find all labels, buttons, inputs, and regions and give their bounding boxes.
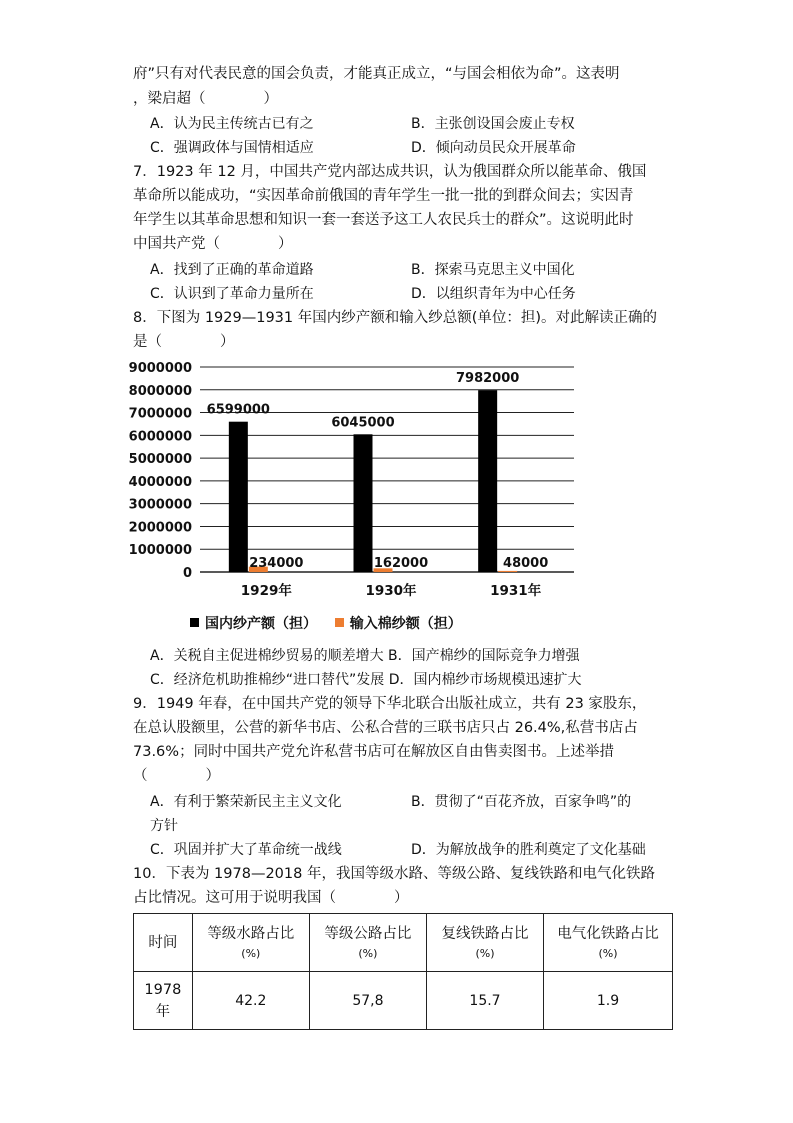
q7-option-c[interactable]: C．认识到了革命力量所在 [150, 286, 314, 302]
q10-stem-line-1: 10．下表为 1978—2018 年，我国等级水路、等级公路、复线铁路和电气化铁路 [133, 866, 655, 882]
q6-stem-line-2: ，梁启超（ ） [133, 91, 278, 107]
q8-stem-line-1: 8．下图为 1929—1931 年国内纱产额和输入纱总额(单位：担)。对此解读正确的 [133, 310, 658, 326]
q6-option-a[interactable]: A．认为民主传统古已有之 [150, 116, 314, 132]
y-tick-label: 7000000 [128, 406, 192, 422]
data-label: 6045000 [331, 415, 395, 431]
q6-option-c[interactable]: C．强调政体与国情相适应 [150, 140, 314, 156]
header-electric: 电气化铁路占比 (%) [544, 914, 673, 972]
y-tick-label: 2000000 [128, 520, 192, 536]
header-time: 时间 [134, 914, 193, 972]
cell-road: 57,8 [309, 972, 426, 1030]
legend-swatch-imported [335, 618, 344, 627]
q7-option-b[interactable]: B．探索马克思主义中国化 [411, 262, 575, 278]
legend-swatch-domestic [190, 618, 199, 627]
y-tick-label: 4000000 [128, 474, 192, 490]
q7-option-d[interactable]: D．以组织青年为中心任务 [411, 286, 576, 302]
chart-legend [190, 613, 462, 633]
x-tick-label: 1929年 [240, 583, 292, 599]
x-tick-label: 1931年 [490, 583, 542, 599]
y-tick-label: 3000000 [128, 497, 192, 513]
q7-stem-line-2: 革命所以能成功，“实因革命前俄国的青年学生一批一批的到群众间去；实因青 [133, 188, 634, 204]
cell-year: 1978 年 [134, 972, 193, 1030]
q9-option-c[interactable]: C．巩固并扩大了革命统一战线 [150, 842, 342, 858]
data-label: 234000 [249, 556, 304, 571]
q9-option-a[interactable]: A．有利于繁荣新民主主义文化 [150, 794, 342, 810]
x-tick-label: 1930年 [365, 583, 417, 599]
q7-stem-line-3: 年学生以其革命思想和知识一套一套送予这工人农民兵士的群众”。这说明此时 [133, 212, 634, 228]
data-label: 162000 [373, 556, 429, 571]
y-tick-label: 8000000 [128, 383, 192, 399]
q8-stem-line-2: 是（ ） [133, 334, 235, 350]
y-tick-label: 6000000 [128, 429, 192, 445]
q8-option-cd[interactable]: C．经济危机助推棉纱“进口替代”发展 D．国内棉纱市场规模迅速扩大 [150, 672, 582, 688]
header-road: 等级公路占比 (%) [309, 914, 426, 972]
q9-option-b[interactable]: B．贯彻了“百花齐放，百家争鸣”的 [411, 794, 632, 810]
transport-ratio-table [133, 913, 673, 1030]
q7-stem-line-4: 中国共产党（ ） [133, 236, 293, 252]
bar [229, 422, 248, 572]
q9-stem-line-4: （ ） [133, 768, 220, 784]
legend-label-imported: 输入棉纱额（担） [349, 616, 462, 632]
q9-stem-line-2: 在总认股额里，公营的新华书店、公私合营的三联书店只占 26.4%,私营书店占 [133, 720, 638, 736]
cell-double-track: 15.7 [426, 972, 543, 1030]
data-label: 7982000 [456, 371, 520, 387]
y-tick-label: 9000000 [128, 361, 192, 376]
header-water: 等级水路占比 (%) [192, 914, 309, 972]
q9-stem-line-1: 9．1949 年春，在中国共产党的领导下华北联合出版社成立，共有 23 家股东， [133, 696, 647, 712]
data-label: 48000 [503, 556, 549, 571]
q6-stem-line-1: 府”只有对代表民意的国会负责，才能真正成立，“与国会相依为命”。这表明 [133, 66, 620, 82]
bar [498, 571, 517, 572]
header-double-track: 复线铁路占比 (%) [426, 914, 543, 972]
y-tick-label: 5000000 [128, 452, 192, 468]
bar [354, 434, 373, 572]
q6-option-b[interactable]: B．主张创设国会废止专权 [411, 116, 575, 132]
y-tick-label: 0 [182, 566, 192, 581]
q9-option-b-continued: 方针 [150, 818, 178, 834]
cell-water: 42.2 [192, 972, 309, 1030]
bar [478, 390, 497, 572]
q9-stem-line-3: 73.6%；同时中国共产党允许私营书店可在解放区自由售卖图书。上述举措 [133, 744, 615, 760]
q9-option-d[interactable]: D．为解放战争的胜利奠定了文化基础 [411, 842, 646, 858]
legend-label-domestic: 国内纱产额（担） [205, 616, 317, 632]
q7-option-a[interactable]: A．找到了正确的革命道路 [150, 262, 314, 278]
q6-option-d[interactable]: D．倾向动员民众开展革命 [411, 140, 576, 156]
y-tick-label: 1000000 [128, 543, 192, 559]
yarn-bar-chart [128, 358, 598, 643]
q7-stem-line-1: 7．1923 年 12 月，中国共产党内部达成共识，认为俄国群众所以能革命、俄国 [133, 164, 647, 180]
table-row [134, 972, 673, 1030]
q8-option-ab[interactable]: A．关税自主促进棉纱贸易的顺差增大 B．国产棉纱的国际竞争力增强 [150, 648, 580, 664]
cell-electric: 1.9 [544, 972, 673, 1030]
data-label: 6599000 [206, 402, 270, 418]
q10-stem-line-2: 占比情况。这可用于说明我国（ ） [133, 890, 409, 906]
table-header-row [134, 914, 673, 972]
